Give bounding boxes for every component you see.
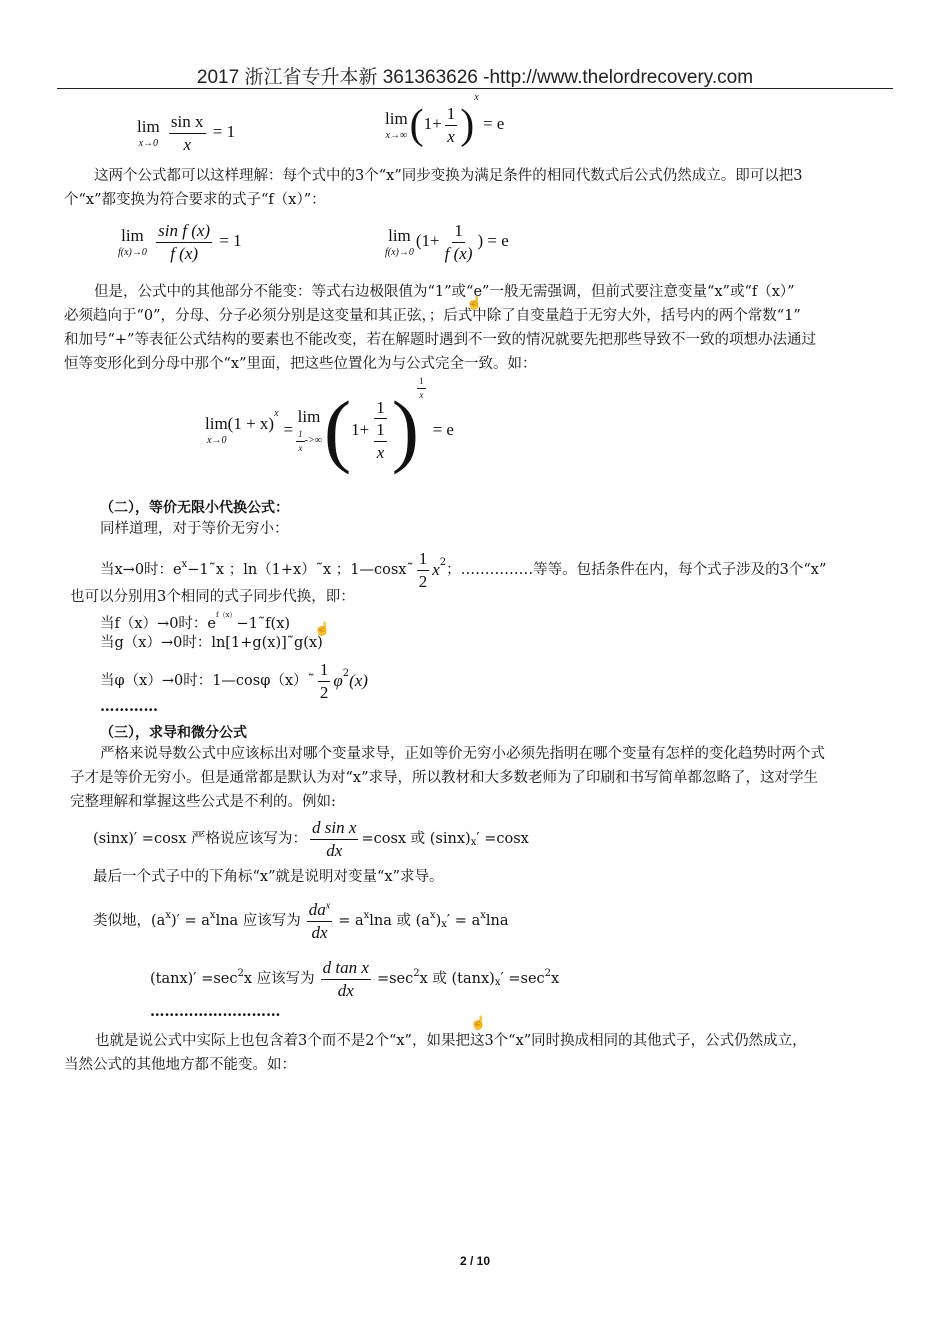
paragraph-2-line-4: 恒等变形化到分母中那个“x”里面，把这些位置化为与公式完全一致。如：: [64, 356, 537, 372]
final-line-1: 也就是说公式中实际上也包含着3个而不是2个“x”，如果把这3个“x”同时换成相同的其他式子，公式仍然成立，: [95, 1033, 807, 1049]
section-3-para-line-1: 严格来说导数公式中应该标出对哪个变量求导，正如等价无穷小必须先指明在哪个变量有怎样的变化趋势时两个式: [100, 746, 825, 762]
hand-cursor-icon: ☝: [470, 1016, 487, 1031]
derivative-example-tan: (tanx)′ =sec $^2$ x 应该写为 $\frac{\text{d tan x}}{dx}$ =sec $^2$ x 或 (tanx) $_x$ ′ =sec $^2$ x: [150, 958, 560, 1000]
paragraph-2-line-3: 和加号“+”等表征公式结构的要素也不能改变，若在解题时遇到不一致的情况就要先把那些导致不一致的项想办法通过: [64, 332, 816, 348]
section-2-line-2: 也可以分别用3个相同的式子同步代换，即：: [70, 589, 355, 605]
section-3-para-line-2: 子才是等价无穷小。但是通常都是默认为对“x”求导，所以教材和大多数老师为了印刷和书写简单都忽略了，这对学生: [70, 770, 818, 786]
hand-cursor-icon: ☝: [314, 622, 331, 637]
paragraph-2-line-1: 但是，公式中的其他部分不能变：等式右边极限值为“1”或“e”一般无需强调，但前式要注意变量“x”或“f（x）”: [94, 284, 795, 300]
derivative-example-exp: 类似地，(a $^x$ )′ = a $^x$ lna 应该写为 $\frac{da^x}{dx}$ = a $^x$ lna 或 (a $^x$ ) $_x$ ′ = a $^x$ lna: [93, 900, 509, 942]
paragraph-2-line-2: 必须趋向于“0”，分母、分子必须分别是这变量和其正弦，；后式中除了自变量趋于无穷大外，括号内的两个常数“1”: [64, 308, 801, 324]
page-number: 2 / 10: [459, 1254, 491, 1268]
formula-lim-sinx: lim x→0 $\frac{\text{sin x}}{x}$ = 1: [137, 112, 236, 154]
final-line-2: 当然公式的其他地方都不能变。如：: [64, 1057, 296, 1073]
header-divider: [57, 88, 893, 89]
section-2-line-3: 当f（x）→0时：$e^{f(x)}-1˜f(x)$: [100, 611, 291, 632]
section-2-line-4: 当g（x）→0时：ln[1+g(x)]˜g(x): [100, 635, 323, 651]
formula-lim-substitution: $\lim(1 + x)^x$ x→0 = lim $\frac{1}{x}$ ->∞ ( 1+ $\frac{1}{\frac{1}{x}}$ ) $\frac{1}{x}$ = e: [205, 376, 454, 475]
formula-lim-e: lim x→∞ (1+ $\frac{1}{x}$ )$^x$ = e: [385, 92, 505, 149]
hand-cursor-icon: ☝: [466, 296, 483, 311]
formula-lim-e-f: lim f(x)→0 (1+ $\frac{1}{f (x)}$ ) = e: [385, 221, 509, 263]
section-2-intro: 同样道理，对于等价无穷小：: [100, 521, 289, 537]
paragraph-1-line-1: 这两个公式都可以这样理解：每个式中的3个“x”同步变换为满足条件的相同代数式后公式仍然成立。即可以把3: [94, 168, 803, 184]
section-2-title: （二），等价无限小代换公式：: [100, 500, 289, 516]
page-header: 2017 浙江省专升本新 361363626 -http://www.thelordrecovery.com: [196, 67, 754, 88]
section-3-ellipsis: ………………………: [150, 1003, 281, 1020]
formula-lim-sin-f: lim f(x)→0 $\frac{\text{sin f (x)}}{f (x)}$ = 1: [118, 221, 242, 263]
section-2-line-5: 当φ（x）→0时：1—cosφ（x）˜ $\frac{1}{2}$ φ $^2$ (x): [100, 660, 368, 702]
derivative-note: 最后一个式子中的下角标“x”就是说明对变量“x”求导。: [93, 869, 444, 885]
paragraph-1-line-2: 个“x”都变换为符合要求的式子“f（x）”：: [64, 192, 326, 208]
section-3-title: （三），求导和微分公式: [100, 725, 247, 741]
section-3-para-line-3: 完整理解和掌握这些公式是不利的。例如:: [70, 794, 336, 810]
section-2-ellipsis: …………: [100, 698, 158, 715]
derivative-example-sin: (sinx)′ =cosx 严格说应该写为： $\frac{\text{d sin x}}{dx}$ =cosx 或 (sinx) $_x$ ′ =cosx: [93, 818, 529, 860]
section-2-equivalence-line: 当x→0时：e $^x$ −1˜x ；ln（1+x）˜x ；1—cosx˜ $\frac{1}{2}$ x $^2$ ；……………等等。包括条件在内，每个式子涉及的3个“x”: [100, 549, 827, 591]
